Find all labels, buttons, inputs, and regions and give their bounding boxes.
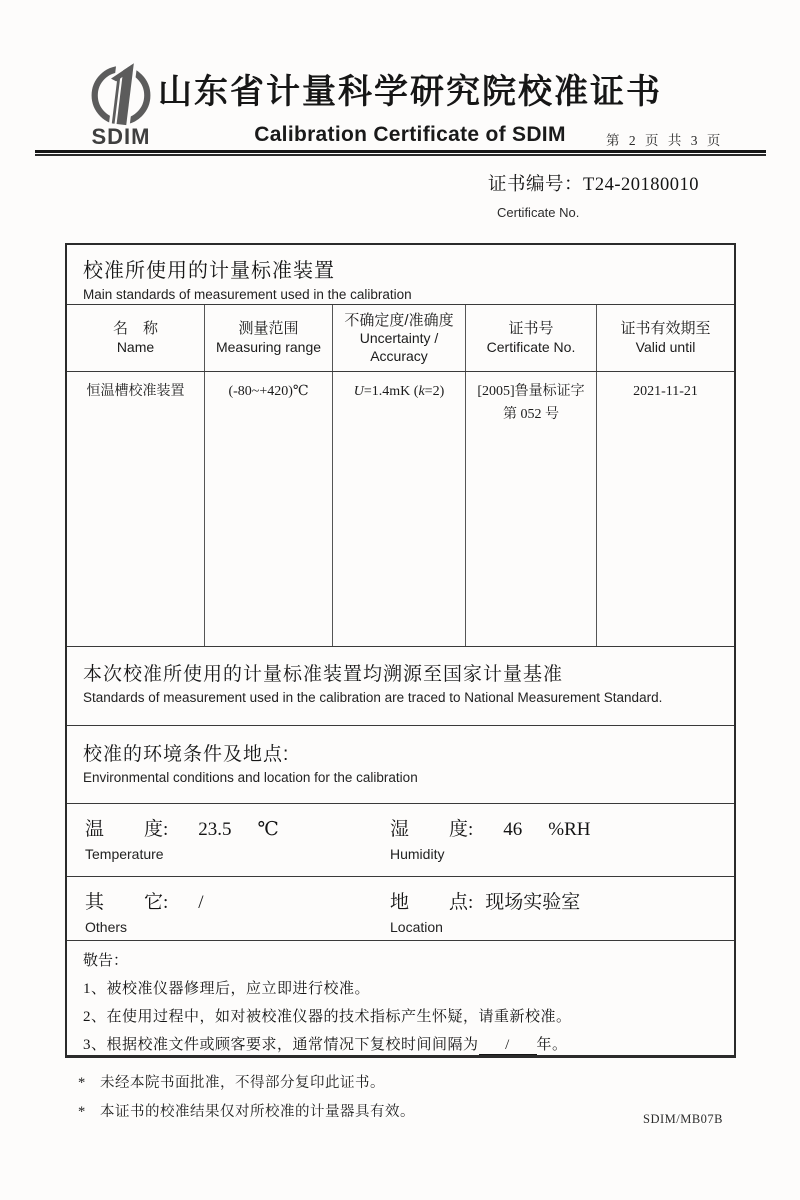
- certificate-number-line: [488, 170, 699, 196]
- temperature-field: 温 度: 23.5 ℃ Temperature: [67, 804, 372, 875]
- location-label-en: Location: [390, 918, 443, 935]
- page-number-indicator: 第 2 页 共 3 页: [606, 133, 724, 148]
- header-titles: [140, 64, 680, 147]
- certificate-number-label-en: Certificate No.: [497, 205, 580, 220]
- standards-title-cn: 校准所使用的计量标准装置: [83, 260, 335, 282]
- notice-title: 敬告：: [83, 953, 129, 969]
- row-cell-uncertainty: U=1.4mK (k=2): [333, 372, 466, 646]
- footnote-2: * 本证书的校准结果仅对所校准的计量器具有效。: [78, 1104, 415, 1120]
- page-title-cn: 山东省计量科学研究院校准证书: [158, 74, 662, 111]
- humidity-label-en: Humidity: [390, 846, 445, 863]
- certificate-number-block: [488, 170, 699, 220]
- others-field: 其 它: / Others: [67, 877, 372, 940]
- col-header-name: 名 称 Name: [67, 305, 205, 371]
- standards-section-title: [67, 245, 734, 305]
- recalibration-interval-blank: /: [479, 1037, 537, 1055]
- row-cell-name: 恒温槽校准装置: [67, 372, 205, 646]
- temperature-label-en: Temperature: [85, 846, 164, 863]
- logo-text: SDIM: [91, 124, 151, 149]
- traceability-cn: 本次校准所使用的计量标准装置均溯源至国家计量基准: [83, 664, 564, 686]
- environment-title-en: Environmental conditions and location for the calibration: [83, 769, 418, 785]
- temperature-value: 23.5: [198, 819, 232, 841]
- col-header-valid-until: 证书有效期至 Valid until: [620, 320, 711, 355]
- row-cell-valid-until: 2021-11-21: [633, 384, 698, 400]
- row-cell-certificate: [2005]鲁量标证字 第 052 号: [466, 372, 597, 646]
- col-header-range: 测量范围 Measuring range: [205, 305, 333, 371]
- notice-item-3: 3、根据校准文件或顾客要求，通常情况下复校时间间隔为 / 年。: [83, 1037, 568, 1053]
- certificate-body-box: [65, 243, 736, 1058]
- header-divider-rule: [35, 150, 766, 156]
- footnote-1: * 未经本院书面批准，不得部分复印此证书。: [78, 1075, 385, 1091]
- others-location-row: [67, 877, 734, 941]
- col-header-certificate: 证书号 Certificate No.: [466, 305, 597, 371]
- standards-table-row: [67, 372, 734, 647]
- row-cell-range: (-80~+420)℃: [205, 372, 333, 646]
- traceability-en: Standards of measurement used in the calibration are traced to National Measurement Standard.: [83, 690, 663, 706]
- humidity-field: 湿 度: 46 %RH Humidity: [372, 804, 734, 875]
- environment-title-cn: 校准的环境条件及地点:: [83, 743, 290, 765]
- traceability-statement: [67, 647, 734, 725]
- location-value: 现场实验室: [485, 891, 581, 913]
- humidity-value: 46: [503, 819, 523, 841]
- notice-section: [67, 941, 734, 1055]
- others-value: /: [198, 891, 204, 913]
- standards-table-header: [67, 305, 734, 372]
- certificate-number-label: 证书编号：: [488, 175, 584, 195]
- others-label-en: Others: [85, 918, 128, 935]
- humidity-unit: %RH: [548, 819, 591, 841]
- notice-item-1: 1、被校准仪器修理后，应立即进行校准。: [83, 981, 371, 997]
- temperature-unit: ℃: [257, 819, 279, 841]
- notice-item-2: 2、在使用过程中，如对被校准仪器的技术指标产生怀疑，请重新校准。: [83, 1009, 572, 1025]
- certificate-number-value: T24-20180010: [583, 175, 699, 195]
- col-header-uncertainty: 不确定度/准确度 Uncertainty / Accuracy: [333, 305, 466, 371]
- environment-section-title: [67, 726, 734, 804]
- location-field: 地 点: 现场实验室 Location: [372, 877, 734, 940]
- footnotes: [78, 1071, 415, 1129]
- temperature-humidity-row: [67, 804, 734, 876]
- standards-title-en: Main standards of measurement used in the calibration: [83, 287, 412, 302]
- page-title-en: Calibration Certificate of SDIM: [254, 123, 566, 146]
- document-form-code: SDIM/MB07B: [643, 1112, 724, 1126]
